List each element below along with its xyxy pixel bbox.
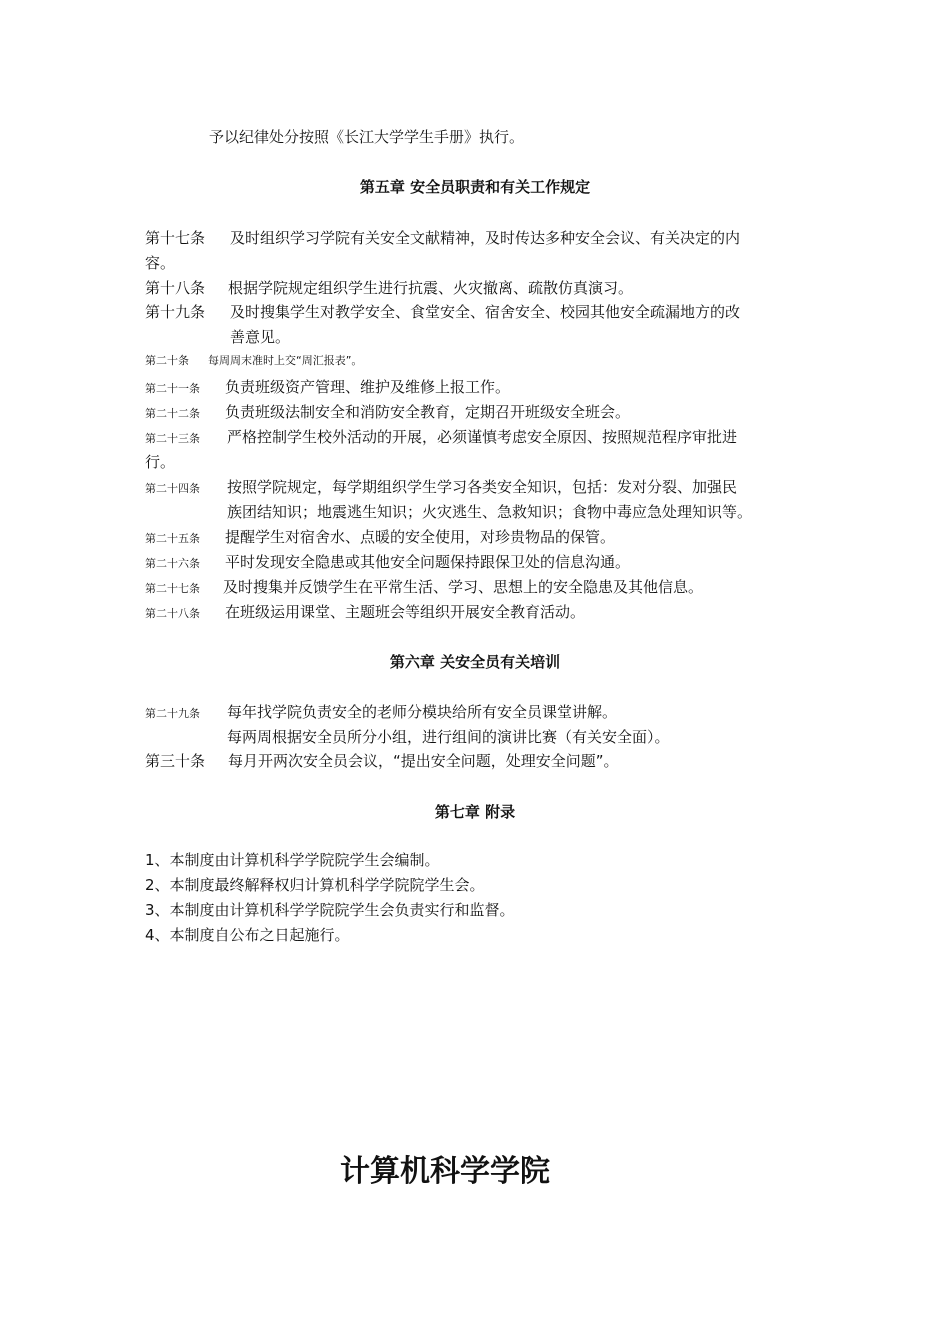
article-19-continuation: 善意见。 [230,328,291,346]
article-30 [145,751,619,771]
article-text: 提醒学生对宿舍水、点暖的安全使用，对珍贵物品的保管。 [225,528,616,546]
article-text: 及时搜集并反馈学生在平常生活、学习、思想上的安全隐患及其他信息。 [223,578,704,596]
article-label: 第十八条 [145,279,206,297]
article-24-continuation: 族团结知识；地震逃生知识；火灾逃生、急救知识；食物中毒应急处理知识等。 [227,503,753,521]
article-text: 负责班级资产管理、维护及维修上报工作。 [225,378,511,396]
article-21 [145,377,511,399]
article-label: 第二十条 [145,354,189,367]
article-label: 第二十一条 [145,382,200,395]
article-26 [145,552,631,574]
footer-title: 计算机科学学院 [340,1154,550,1189]
article-23-continuation: 行。 [145,453,176,471]
article-22 [145,402,631,424]
article-text: 每月开两次安全员会议，“提出安全问题，处理安全问题”。 [228,752,619,770]
article-label: 第二十七条 [145,582,200,595]
article-18 [145,278,634,298]
article-text: 每周周末准时上交“周汇报表”。 [208,354,363,367]
article-label: 第二十八条 [145,607,200,620]
chapter5-title: 第五章 安全员职责和有关工作规定 [359,178,591,196]
article-text: 严格控制学生校外活动的开展，必须谨慎考虑安全原因、按照规范程序审批进 [227,428,738,446]
article-17-continuation: 容。 [145,254,176,272]
article-text: 按照学院规定，每学期组织学生学习各类安全知识，包括：发对分裂、加强民 [227,478,738,496]
article-text: 及时组织学习学院有关安全文献精神，及时传达多种安全会议、有关决定的内 [230,229,741,247]
article-27 [145,577,704,599]
article-24 [145,477,738,499]
article-17 [145,228,741,248]
chapter6-title: 第六章 关安全员有关培训 [389,653,561,671]
article-label: 第二十四条 [145,482,200,495]
article-29 [145,702,618,724]
article-label: 第二十二条 [145,407,200,420]
article-text: 根据学院规定组织学生进行抗震、火灾撤离、疏散仿真演习。 [228,279,634,297]
article-29-continuation: 每两周根据安全员所分小组，进行组间的演讲比赛（有关安全面）。 [227,728,670,746]
article-label: 第十七条 [145,229,206,247]
article-label: 第十九条 [145,303,206,321]
appendix-item-2: 2、本制度最终解释权归计算机科学学院院学生会。 [145,876,485,894]
article-text: 平时发现安全隐患或其他安全问题保持跟保卫处的信息沟通。 [225,553,631,571]
article-text: 在班级运用课堂、主题班会等组织开展安全教育活动。 [225,603,586,621]
article-23 [145,427,738,449]
appendix-item-4: 4、本制度自公布之日起施行。 [145,926,350,944]
article-25 [145,527,616,549]
article-label: 第二十三条 [145,432,200,445]
article-20 [145,351,363,371]
appendix-item-3: 3、本制度由计算机科学学院院学生会负责实行和监督。 [145,901,515,919]
article-text: 每年找学院负责安全的老师分模块给所有安全员课堂讲解。 [227,703,618,721]
article-text: 负责班级法制安全和消防安全教育，定期召开班级安全班会。 [225,403,631,421]
article-text: 及时搜集学生对教学安全、食堂安全、宿舍安全、校园其他安全疏漏地方的改 [230,303,741,321]
article-label: 第三十条 [145,752,206,770]
appendix-item-1: 1、本制度由计算机科学学院院学生会编制。 [145,851,440,869]
article-label: 第二十六条 [145,557,200,570]
article-label: 第二十五条 [145,532,200,545]
chapter7-title: 第七章 附录 [434,803,516,821]
article-19 [145,302,741,322]
article-28 [145,602,586,624]
article-label: 第二十九条 [145,707,200,720]
intro-line: 予以纪律处分按照《长江大学学生手册》执行。 [209,128,525,146]
